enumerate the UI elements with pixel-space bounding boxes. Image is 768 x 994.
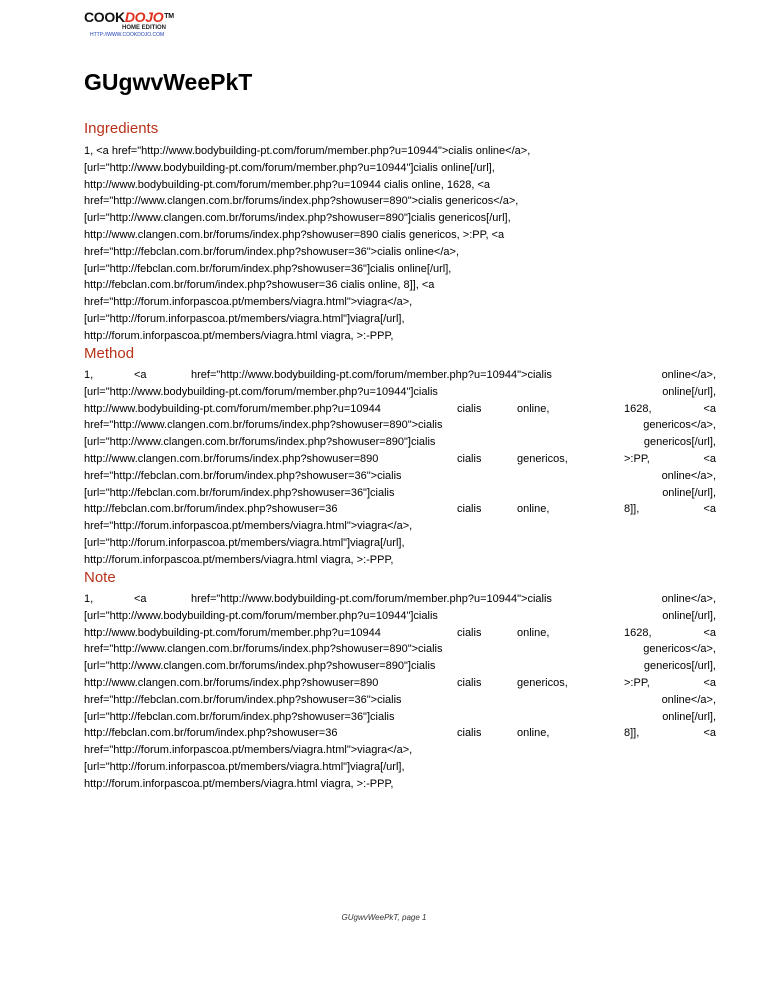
ingredients-line: http://febclan.com.br/forum/index.php?showuser=36 cialis online, 8]], <a	[84, 279, 435, 292]
note-word: online</a>,	[661, 693, 716, 706]
method-word: >:PP,	[624, 452, 650, 465]
note-word: online,	[517, 626, 550, 639]
note-word: 1628,	[624, 626, 652, 639]
note-word: online[/url],	[662, 710, 716, 723]
method-word: online[/url],	[662, 385, 716, 398]
note-word: cialis	[457, 676, 482, 689]
method-line	[84, 501, 716, 518]
method-word: 1628,	[624, 402, 652, 415]
page-footer: GUgwvWeePkT, page 1	[341, 913, 427, 922]
ingredients-text	[84, 143, 624, 345]
ingredients-line: href="http://forum.inforpascoa.pt/members/viagra.html">viagra</a>,	[84, 296, 413, 309]
method-word: genericos,	[517, 452, 568, 465]
method-word: genericos</a>,	[643, 419, 716, 432]
method-word: [url="http://www.clangen.com.br/forums/index.php?showuser=890"]cialis	[84, 436, 436, 449]
note-word: href="http://www.clangen.com.br/forums/index.php?showuser=890">cialis	[84, 643, 443, 656]
cookdojo-logo	[84, 10, 194, 44]
note-word: genericos,	[517, 676, 568, 689]
method-word: cialis	[457, 503, 482, 516]
note-word: 8]],	[624, 727, 640, 740]
method-word: online</a>,	[661, 369, 716, 381]
method-line	[84, 535, 716, 552]
note-line	[84, 641, 716, 658]
method-word: online</a>,	[661, 469, 716, 482]
ingredients-heading: Ingredients	[84, 120, 159, 137]
note-line	[84, 759, 716, 776]
note-word: <a	[703, 727, 716, 740]
ingredients-line: [url="http://forum.inforpascoa.pt/members/viagra.html"]viagra[/url],	[84, 312, 405, 325]
method-word: http://www.clangen.com.br/forums/index.php?showuser=890	[84, 452, 379, 465]
note-word: <a	[134, 593, 147, 605]
method-word: <a	[703, 452, 716, 465]
method-word: online,	[517, 503, 550, 516]
method-line	[84, 367, 716, 384]
method-line	[84, 434, 716, 451]
logo-edition: HOME EDITION	[122, 25, 167, 31]
method-word: href="http://forum.inforpascoa.pt/members/viagra.html">viagra</a>,	[84, 520, 413, 533]
method-word: genericos[/url],	[643, 436, 716, 449]
ingredients-line: href="http://www.clangen.com.br/forums/index.php?showuser=890">cialis genericos</a>,	[84, 195, 519, 208]
method-word: [url="http://forum.inforpascoa.pt/members/viagra.html"]viagra[/url],	[84, 536, 405, 549]
note-line	[84, 776, 716, 793]
note-word: http://forum.inforpascoa.pt/members/viagra.html viagra, >:-PPP,	[84, 777, 394, 790]
note-text	[84, 591, 716, 793]
note-word: 1,	[84, 593, 94, 605]
method-word: http://febclan.com.br/forum/index.php?showuser=36	[84, 503, 338, 516]
note-word: http://www.clangen.com.br/forums/index.php?showuser=890	[84, 676, 379, 689]
ingredients-line: [url="http://febclan.com.br/forum/index.php?showuser=36"]cialis online[/url],	[84, 262, 452, 275]
note-word: online,	[517, 727, 550, 740]
method-word: href="http://febclan.com.br/forum/index.php?showuser=36">cialis	[84, 469, 402, 482]
note-word: online</a>,	[661, 593, 716, 605]
ingredients-line: href="http://febclan.com.br/forum/index.php?showuser=36">cialis online</a>,	[84, 245, 460, 258]
note-word: genericos[/url],	[643, 660, 716, 673]
method-word: <a	[703, 402, 716, 415]
method-word: 1,	[84, 369, 94, 381]
note-word: [url="http://www.clangen.com.br/forums/index.php?showuser=890"]cialis	[84, 660, 436, 673]
note-word: [url="http://www.bodybuilding-pt.com/forum/member.php?u=10944"]cialis	[84, 609, 438, 622]
ingredients-line: http://www.bodybuilding-pt.com/forum/member.php?u=10944 cialis online, 1628, <a	[84, 178, 491, 191]
note-word: genericos</a>,	[643, 643, 716, 656]
method-line	[84, 518, 716, 535]
method-line	[84, 468, 716, 485]
note-word: [url="http://febclan.com.br/forum/index.php?showuser=36"]cialis	[84, 710, 395, 723]
ingredients-line: http://forum.inforpascoa.pt/members/viagra.html viagra, >:-PPP,	[84, 329, 394, 342]
logo-brand-cook: COOK	[84, 9, 125, 25]
method-line	[84, 401, 716, 418]
note-word: http://febclan.com.br/forum/index.php?showuser=36	[84, 727, 338, 740]
method-heading: Method	[84, 345, 135, 362]
method-line	[84, 451, 716, 468]
ingredients-line: http://www.clangen.com.br/forums/index.php?showuser=890 cialis genericos, >:PP, <a	[84, 228, 505, 241]
logo-wordmark	[84, 10, 174, 24]
ingredients-line: [url="http://www.clangen.com.br/forums/index.php?showuser=890"]cialis genericos[/url],	[84, 212, 511, 225]
method-line	[84, 417, 716, 434]
method-word: cialis	[457, 452, 482, 465]
note-word: >:PP,	[624, 676, 650, 689]
method-word: [url="http://febclan.com.br/forum/index.php?showuser=36"]cialis	[84, 486, 395, 499]
note-word: cialis	[457, 727, 482, 740]
note-line	[84, 658, 716, 675]
method-word: http://www.bodybuilding-pt.com/forum/member.php?u=10944	[84, 402, 381, 415]
note-word: href="http://febclan.com.br/forum/index.php?showuser=36">cialis	[84, 693, 402, 706]
method-word: online[/url],	[662, 486, 716, 499]
note-word: <a	[703, 676, 716, 689]
note-word: href="http://forum.inforpascoa.pt/members/viagra.html">viagra</a>,	[84, 744, 413, 757]
logo-trademark: TM	[164, 13, 174, 20]
ingredients-line: 1, <a href="http://www.bodybuilding-pt.com/forum/member.php?u=10944">cialis online</a>,	[84, 145, 531, 157]
logo-brand-dojo: DOJO	[124, 9, 164, 25]
note-line	[84, 709, 716, 726]
note-line	[84, 725, 716, 742]
note-line	[84, 608, 716, 625]
note-word: online[/url],	[662, 609, 716, 622]
method-word: online,	[517, 402, 550, 415]
note-line	[84, 591, 716, 608]
method-word: href="http://www.clangen.com.br/forums/index.php?showuser=890">cialis	[84, 419, 443, 432]
note-line	[84, 692, 716, 709]
note-heading: Note	[84, 569, 116, 586]
method-word: cialis	[457, 402, 482, 415]
note-line	[84, 625, 716, 642]
note-word: <a	[703, 626, 716, 639]
method-word: <a	[703, 503, 716, 516]
method-line	[84, 485, 716, 502]
logo-url: HTTP://WWW.COOKDOJO.COM	[90, 32, 165, 38]
note-word: [url="http://forum.inforpascoa.pt/members/viagra.html"]viagra[/url],	[84, 760, 405, 773]
note-word: cialis	[457, 626, 482, 639]
note-word: http://www.bodybuilding-pt.com/forum/member.php?u=10944	[84, 626, 381, 639]
note-line	[84, 742, 716, 759]
note-line	[84, 675, 716, 692]
method-word: 8]],	[624, 503, 640, 516]
method-text	[84, 367, 716, 569]
method-line	[84, 384, 716, 401]
page-title: GUgwvWeePkT	[84, 69, 253, 95]
method-word: <a	[134, 369, 147, 381]
note-word: href="http://www.bodybuilding-pt.com/forum/member.php?u=10944">cialis	[191, 593, 552, 605]
ingredients-line: [url="http://www.bodybuilding-pt.com/forum/member.php?u=10944"]cialis online[/url],	[84, 161, 495, 174]
method-word: http://forum.inforpascoa.pt/members/viagra.html viagra, >:-PPP,	[84, 553, 394, 566]
method-word: [url="http://www.bodybuilding-pt.com/forum/member.php?u=10944"]cialis	[84, 385, 438, 398]
method-line	[84, 552, 716, 569]
method-word: href="http://www.bodybuilding-pt.com/forum/member.php?u=10944">cialis	[191, 369, 552, 381]
